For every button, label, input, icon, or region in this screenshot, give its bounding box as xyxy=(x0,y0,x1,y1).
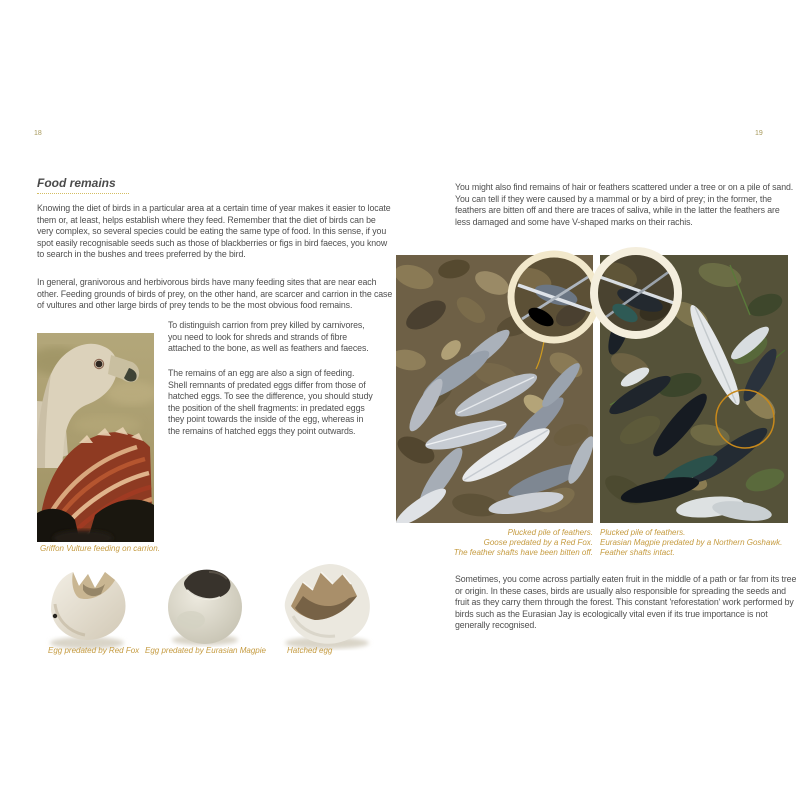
egg-caption-2: Egg predated by Eurasian Magpie xyxy=(145,646,266,655)
magpie-photo-caption xyxy=(600,528,795,558)
egg-caption-3: Hatched egg xyxy=(287,646,333,655)
section-heading xyxy=(37,176,129,194)
caption-line: Feather shafts intact. xyxy=(600,548,675,557)
paragraph-feeding-sites: In general, granivorous and herbivorous birds have many feeding sites that are near each other. Feeding grounds of birds of prey, on the other hand, are scarcer and carrion in the case of vultures and other large birds of prey tends to be the most obvious food remains. xyxy=(37,277,393,310)
inset-magnifier-right xyxy=(594,251,678,335)
page-number-left: 18 xyxy=(34,130,42,137)
caption-line: Goose predated by a Red Fox. xyxy=(483,538,593,547)
egg-photos xyxy=(37,556,377,651)
magpie-feathers-photo xyxy=(600,255,788,523)
caption-line: Plucked pile of feathers. xyxy=(507,528,593,537)
goose-photo-caption xyxy=(420,528,593,558)
paragraph-fruit: Sometimes, you come across partially eaten fruit in the middle of a path or far from its tree or origin. In these cases, birds are usually also responsible for spreading the seeds and fruit as they carry them through the forest. This constant 'reforestation' work performed by birds such as the Eurasian Jay is ecologically vital even if its true importance is not generally recognised. xyxy=(455,574,797,630)
magpie-feathers-art xyxy=(600,255,788,523)
vulture-photo-art xyxy=(37,333,154,542)
egg-photos-art xyxy=(37,556,377,651)
paragraph-diet: Knowing the diet of birds in a particular area at a certain time of year makes it easier to locate them or, at least, helps establish where they feed. Remember that the diet of birds can be very complex, so several species could be eating the same type of food. In this sense, if you spot easily recognisable seeds such as those of blackberries or figs in bird faeces, you know to search in the bushes and trees preferred by the bird. xyxy=(37,203,391,259)
egg-hatched xyxy=(285,564,370,649)
egg-caption-1: Egg predated by Red Fox xyxy=(48,646,140,655)
caption-line: Eurasian Magpie predated by a Northern Goshawk. xyxy=(600,538,783,547)
vulture-photo xyxy=(37,333,154,542)
paragraph-carrion: To distinguish carrion from prey killed by carnivores, you need to look for shreds and strands of fibre attached to the bone, as well as feathers and faeces. xyxy=(168,320,369,353)
egg-magpie xyxy=(168,570,242,646)
inset-magnifier xyxy=(511,254,597,340)
goose-feathers-art xyxy=(396,255,593,523)
page-number-right: 19 xyxy=(755,130,763,137)
goose-feathers-photo xyxy=(396,255,593,523)
paragraph-eggs: The remains of an egg are also a sign of feeding. Shell remnants of predated eggs differ from those of hatched eggs. To see the difference, you should study the position of the shell fragments: in predated eggs they point towards the inside of the egg, whereas in the remains of hatched eggs they point outwards. xyxy=(168,368,373,436)
section-heading-text: Food remains xyxy=(37,176,129,194)
egg-red-fox xyxy=(50,572,126,649)
caption-line: The feather shafts have been bitten off. xyxy=(453,548,593,557)
caption-line: Plucked pile of feathers. xyxy=(600,528,686,537)
paragraph-feathers: You might also find remains of hair or feathers scattered under a tree or on a pile of sand. You can tell if they were caused by a mammal or by a bird of prey; in the former, the feathers are bitten off and there are traces of saliva, while in the latter the feathers are less damaged and some have V-shaped marks on their rachis. xyxy=(455,182,794,227)
vulture-photo-caption: Griffon Vulture feeding on carrion. xyxy=(40,544,160,553)
